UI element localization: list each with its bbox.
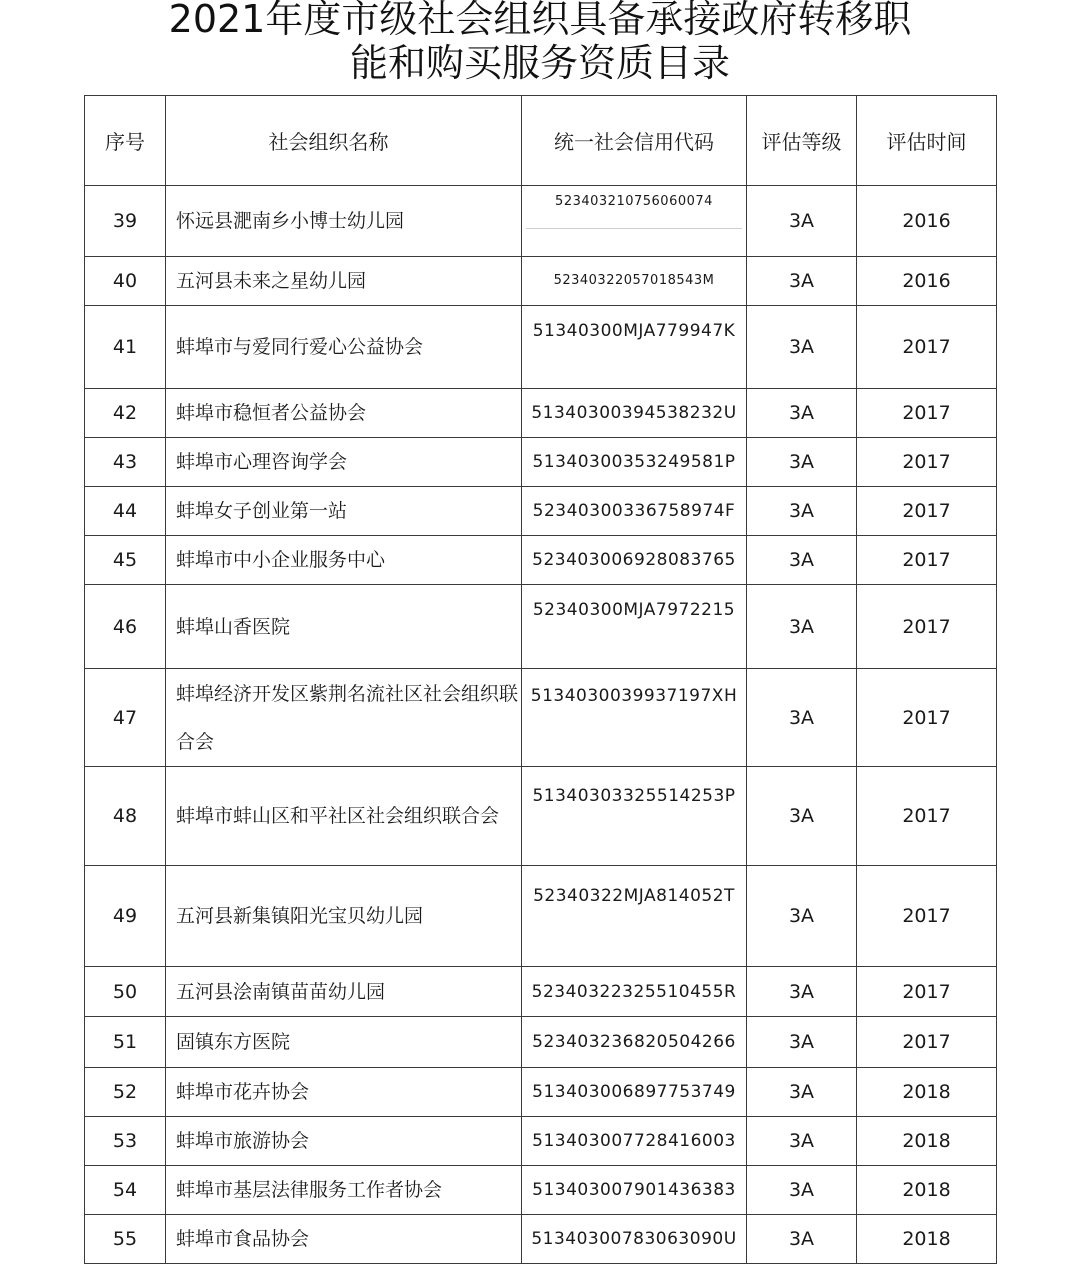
table-row xyxy=(85,1117,997,1166)
row-level: 3A xyxy=(747,967,857,1017)
row-code xyxy=(522,585,747,669)
row-code: 51340303325514253P xyxy=(522,767,747,866)
row-name: 蚌埠市基层法律服务工作者协会 xyxy=(166,1166,522,1215)
table-header-row xyxy=(85,96,997,186)
row-name: 蚌埠山香医院 xyxy=(166,585,522,669)
row-level: 3A xyxy=(747,1068,857,1117)
table-row xyxy=(85,389,997,438)
row-level: 3A xyxy=(747,1117,857,1166)
table-row xyxy=(85,306,997,389)
row-code xyxy=(522,866,747,967)
row-code xyxy=(522,306,747,389)
table-row xyxy=(85,669,997,767)
row-code: 513403007728416003 xyxy=(522,1117,747,1166)
row-code xyxy=(522,186,747,257)
organization-table xyxy=(84,95,997,1264)
row-name: 蚌埠市心理咨询学会 xyxy=(166,438,522,487)
row-name: 蚌埠市花卉协会 xyxy=(166,1068,522,1117)
row-seq: 49 xyxy=(85,866,166,967)
row-name: 蚌埠经济开发区紫荆名流社区社会组织联合会 xyxy=(166,669,522,767)
row-time: 2018 xyxy=(857,1068,997,1117)
row-time: 2016 xyxy=(857,257,997,306)
table-row xyxy=(85,967,997,1017)
row-code: 523403006928083765 xyxy=(522,536,747,585)
row-seq: 42 xyxy=(85,389,166,438)
row-code-text: 523403210756060074 xyxy=(555,194,713,209)
row-code: 51340300394538232U xyxy=(522,389,747,438)
row-name: 蚌埠市中小企业服务中心 xyxy=(166,536,522,585)
row-time: 2017 xyxy=(857,585,997,669)
table-row xyxy=(85,536,997,585)
row-code-text: 51340300MJA779947K xyxy=(532,321,736,341)
row-level: 3A xyxy=(747,866,857,967)
row-name: 五河县浍南镇苗苗幼儿园 xyxy=(166,967,522,1017)
row-name: 五河县未来之星幼儿园 xyxy=(166,257,522,306)
row-time: 2018 xyxy=(857,1166,997,1215)
row-time: 2017 xyxy=(857,967,997,1017)
row-time: 2017 xyxy=(857,487,997,536)
table-row xyxy=(85,438,997,487)
row-code: 5134030039937197XH xyxy=(522,669,747,767)
row-level: 3A xyxy=(747,669,857,767)
row-level: 3A xyxy=(747,186,857,257)
row-name: 五河县新集镇阳光宝贝幼儿园 xyxy=(166,866,522,967)
row-name: 蚌埠市与爱同行爱心公益协会 xyxy=(166,306,522,389)
row-time: 2017 xyxy=(857,306,997,389)
row-seq: 46 xyxy=(85,585,166,669)
row-time: 2017 xyxy=(857,536,997,585)
row-seq: 53 xyxy=(85,1117,166,1166)
row-name: 蚌埠市蚌山区和平社区社会组织联合会 xyxy=(166,767,522,866)
row-code-text: 52340300MJA7972215 xyxy=(532,600,736,620)
row-code: 52340322057018543M xyxy=(522,257,747,306)
row-seq: 52 xyxy=(85,1068,166,1117)
row-name: 蚌埠女子创业第一站 xyxy=(166,487,522,536)
row-seq: 39 xyxy=(85,186,166,257)
document-title-line-1: 2021年度市级社会组织具备承接政府转移职 xyxy=(168,0,912,41)
header-code: 统一社会信用代码 xyxy=(522,96,747,186)
row-code: 513403006897753749 xyxy=(522,1068,747,1117)
row-seq: 44 xyxy=(85,487,166,536)
row-level: 3A xyxy=(747,767,857,866)
row-time: 2017 xyxy=(857,669,997,767)
row-time: 2016 xyxy=(857,186,997,257)
table-row xyxy=(85,1166,997,1215)
row-time: 2017 xyxy=(857,866,997,967)
row-name: 怀远县淝南乡小博士幼儿园 xyxy=(166,186,522,257)
header-seq: 序号 xyxy=(85,96,166,186)
row-level: 3A xyxy=(747,487,857,536)
row-code: 51340300353249581P xyxy=(522,438,747,487)
table-row xyxy=(85,487,997,536)
row-time: 2018 xyxy=(857,1117,997,1166)
row-level: 3A xyxy=(747,257,857,306)
table-row xyxy=(85,1068,997,1117)
row-code: 51340300783063090U xyxy=(522,1215,747,1264)
row-level: 3A xyxy=(747,306,857,389)
row-seq: 50 xyxy=(85,967,166,1017)
row-level: 3A xyxy=(747,585,857,669)
document-title-line-2: 能和购买服务资质目录 xyxy=(349,41,730,85)
table-row xyxy=(85,767,997,866)
table-row xyxy=(85,866,997,967)
row-level: 3A xyxy=(747,389,857,438)
row-code: 52340300336758974F xyxy=(522,487,747,536)
row-seq: 54 xyxy=(85,1166,166,1215)
row-seq: 40 xyxy=(85,257,166,306)
row-seq: 48 xyxy=(85,767,166,866)
row-level: 3A xyxy=(747,1017,857,1068)
row-code-text: 52340322MJA814052T xyxy=(533,886,735,906)
row-time: 2018 xyxy=(857,1215,997,1264)
table-row xyxy=(85,1215,997,1264)
row-seq: 55 xyxy=(85,1215,166,1264)
row-time: 2017 xyxy=(857,767,997,866)
row-time: 2017 xyxy=(857,1017,997,1068)
table-row xyxy=(85,186,997,257)
header-time: 评估时间 xyxy=(857,96,997,186)
row-name: 固镇东方医院 xyxy=(166,1017,522,1068)
table-row xyxy=(85,1017,997,1068)
row-name: 蚌埠市旅游协会 xyxy=(166,1117,522,1166)
row-level: 3A xyxy=(747,536,857,585)
row-time: 2017 xyxy=(857,438,997,487)
row-code: 52340322325510455R xyxy=(522,967,747,1017)
header-level: 评估等级 xyxy=(747,96,857,186)
row-seq: 41 xyxy=(85,306,166,389)
row-name: 蚌埠市稳恒者公益协会 xyxy=(166,389,522,438)
table-row xyxy=(85,585,997,669)
row-seq: 43 xyxy=(85,438,166,487)
row-code: 513403007901436383 xyxy=(522,1166,747,1215)
row-name: 蚌埠市食品协会 xyxy=(166,1215,522,1264)
row-seq: 47 xyxy=(85,669,166,767)
row-seq: 45 xyxy=(85,536,166,585)
row-level: 3A xyxy=(747,1215,857,1264)
row-code-rule xyxy=(526,210,742,229)
row-time: 2017 xyxy=(857,389,997,438)
row-level: 3A xyxy=(747,1166,857,1215)
row-level: 3A xyxy=(747,438,857,487)
row-seq: 51 xyxy=(85,1017,166,1068)
table-row xyxy=(85,257,997,306)
header-name: 社会组织名称 xyxy=(166,96,522,186)
row-code: 523403236820504266 xyxy=(522,1017,747,1068)
